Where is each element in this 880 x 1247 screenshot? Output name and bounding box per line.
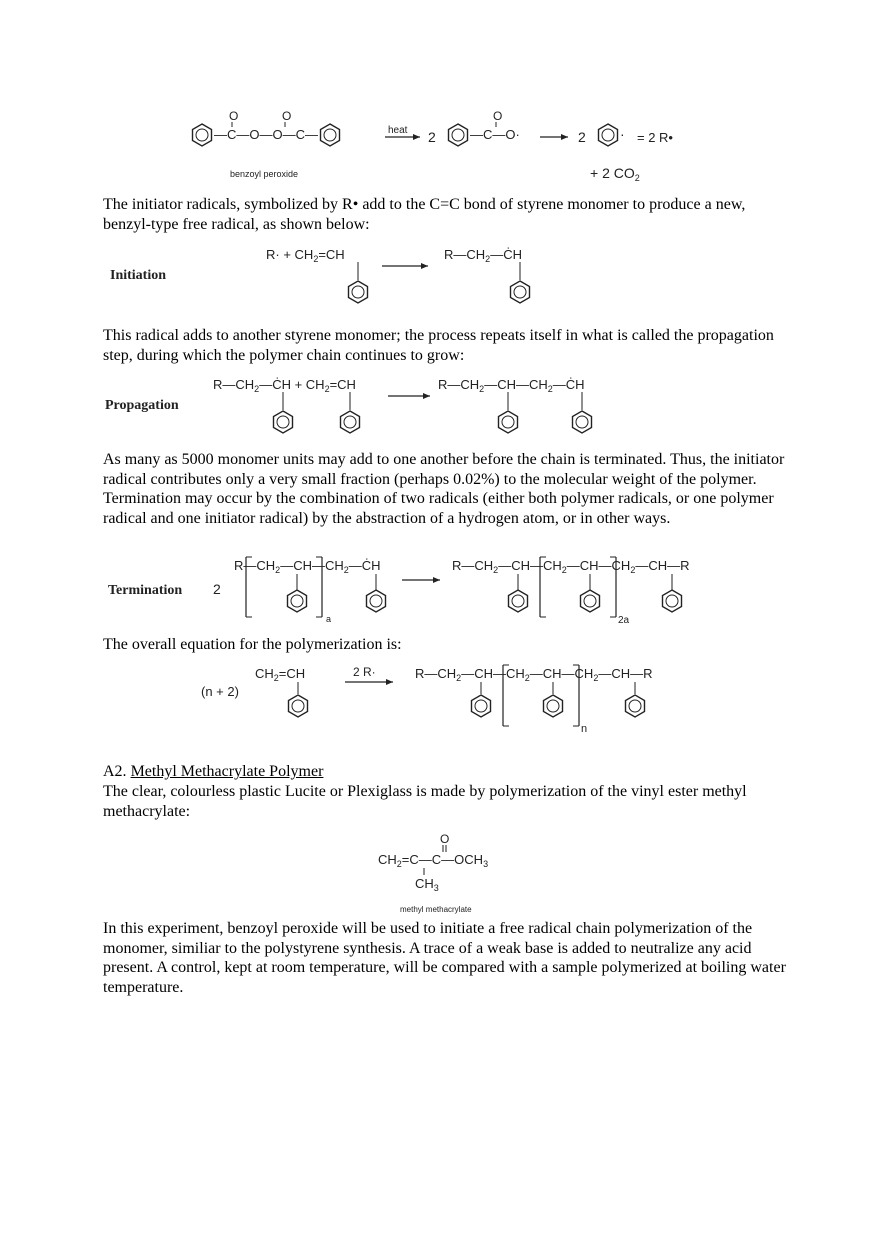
benzene-ring-icon bbox=[449, 124, 468, 146]
benzene-ring-icon bbox=[626, 695, 645, 717]
paragraph-overall: The overall equation for the polymerization is: bbox=[103, 636, 402, 653]
svg-text:R—CH2—CH—CH2—ĊH: $R—CH_2—CH—CH_2—ĊH$ bbox=[438, 377, 585, 394]
benzene-ring-icon bbox=[289, 695, 308, 717]
svg-text:—C—O·: —C—O· bbox=[470, 127, 520, 142]
svg-text:2: 2 bbox=[428, 129, 436, 145]
benzene-ring-icon bbox=[367, 590, 386, 612]
paragraph-experiment: In this experiment, benzoyl peroxide will be used to initiate a free radical chain polymerization of the monomer, similiar to the polystyrene synthesis. A trace of a weak base is added to neutralize any acid present. A control, kept at room temperature, will be compared with a sample polymerized at boiling water temperature. bbox=[103, 920, 786, 996]
termination-label: Termination bbox=[108, 583, 183, 598]
svg-text:a: a bbox=[326, 614, 332, 624]
benzene-ring-icon bbox=[509, 590, 528, 612]
svg-text:R—CH2—CH—CH2—CH—CH2—CH—R: $R—CH_2—CH—CH_2—CH—CH_2—CH—R$ bbox=[415, 666, 653, 683]
svg-text:2: 2 bbox=[578, 129, 586, 145]
benzene-ring-icon bbox=[193, 124, 212, 146]
svg-text:CH2=CH: $CH_2=CH$ bbox=[255, 666, 306, 683]
propagation-scheme bbox=[100, 370, 620, 445]
initiation-label: Initiation bbox=[110, 268, 167, 283]
overall-reagent: 2 R· bbox=[353, 665, 376, 679]
svg-text:R—CH2—CH—CH2—CH—CH2—CH—R: $R—CH_2—CH—CH_2—CH—CH_2—CH—R$ bbox=[452, 558, 690, 575]
svg-text:2a: 2a bbox=[618, 615, 630, 626]
svg-text:n: n bbox=[581, 723, 588, 735]
benzene-ring-icon bbox=[544, 695, 563, 717]
svg-text:O: O bbox=[493, 109, 503, 123]
benzene-ring-icon bbox=[573, 411, 592, 433]
methyl-methacrylate-structure bbox=[372, 828, 512, 918]
benzene-ring-icon bbox=[274, 411, 293, 433]
heat-label: heat bbox=[388, 125, 408, 136]
benzene-ring-icon bbox=[321, 124, 340, 146]
svg-text:O: O bbox=[229, 109, 239, 123]
svg-text:R· + CH2=CH: $R\cdot + CH_2=CH$ bbox=[266, 247, 345, 264]
benzene-ring-icon bbox=[349, 281, 368, 303]
equals-2r-label: = 2 R• bbox=[637, 130, 673, 145]
svg-text:R—CH2—CH—CH2—ĊH: $R—CH_2—CH—CH_2—ĊH$ bbox=[234, 558, 381, 575]
benzene-ring-icon bbox=[581, 590, 600, 612]
svg-text:—C—O—O—C—: —C—O—O—C— bbox=[214, 127, 318, 142]
svg-text:CH3: $CH_3$ bbox=[415, 876, 439, 893]
benzoyl-peroxide-scheme bbox=[180, 105, 720, 185]
benzene-ring-icon bbox=[341, 411, 360, 433]
propagation-label: Propagation bbox=[105, 398, 179, 413]
section-heading: A2. Methyl Methacrylate Polymer bbox=[103, 763, 324, 780]
section-title: Methyl Methacrylate Polymer bbox=[130, 763, 324, 780]
svg-text:R—CH2—ĊH: $R—CH_2—ĊH$ bbox=[444, 247, 522, 264]
svg-text:O: O bbox=[440, 832, 450, 846]
paragraph-termination: As many as 5000 monomer units may add to one another before the chain is terminated. Thus, the initiator radical contributes only a very small fraction (perhaps 0.02%) to the molecular weight of the polymer. Termination may occur by the combination of two radicals (either both polymer radicals, or one polymer radical and one initiator radical) by the abstraction of a hydrogen atom, or in other ways. bbox=[103, 451, 785, 527]
benzoyl-peroxide-label: benzoyl peroxide bbox=[230, 169, 299, 179]
svg-text:2: 2 bbox=[213, 581, 221, 597]
svg-text:·: · bbox=[620, 126, 625, 142]
svg-text:CH2=C—C—OCH3: $CH_2=C—C—OCH_3$ bbox=[378, 852, 489, 869]
benzene-ring-icon bbox=[499, 411, 518, 433]
termination-scheme bbox=[100, 552, 720, 630]
overall-coefficient: (n + 2) bbox=[201, 684, 239, 699]
benzene-ring-icon bbox=[599, 124, 618, 146]
co2-label: + 2 $CO_2$ bbox=[590, 165, 640, 183]
benzene-ring-icon bbox=[663, 590, 682, 612]
svg-text:O: O bbox=[282, 109, 292, 123]
svg-text:R—CH2—ĊH + CH2=CH: $R—CH_2—ĊH + CH_2=CH$ bbox=[213, 377, 356, 394]
benzene-ring-icon bbox=[511, 281, 530, 303]
methyl-methacrylate-label: methyl methacrylate bbox=[400, 905, 472, 914]
benzene-ring-icon bbox=[472, 695, 491, 717]
paragraph-initiator: The initiator radicals, symbolized by R• add to the C=C bond of styrene monomer to produce a new, benzyl-type free radical, as shown below: bbox=[103, 196, 746, 233]
paragraph-propagation: This radical adds to another styrene monomer; the process repeats itself in what is called the propagation step, during which the polymer chain continues to grow: bbox=[103, 327, 774, 364]
paragraph-mma: The clear, colourless plastic Lucite or Plexiglass is made by polymerization of the vinyl ester methyl methacrylate: bbox=[103, 783, 747, 820]
initiation-scheme bbox=[100, 240, 560, 315]
benzene-ring-icon bbox=[288, 590, 307, 612]
overall-equation-scheme bbox=[195, 660, 695, 740]
